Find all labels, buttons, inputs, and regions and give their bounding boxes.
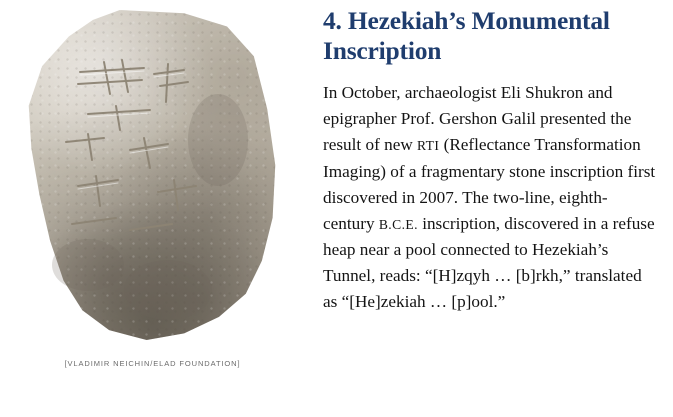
body-part-3: inscription, discovered in a refuse heap near a pool connected to Hezekiah’s Tunnel, reads: “[H]zqyh … [b]rkh,” translated as “[He]zekiah … [p]ool.” bbox=[323, 213, 655, 312]
stone-inscription-photo bbox=[10, 4, 295, 349]
stone-slab-illustration bbox=[18, 10, 286, 340]
page-title: 4. Hezekiah’s Monumental Inscription bbox=[323, 6, 610, 66]
image-column bbox=[0, 0, 305, 417]
text-column bbox=[305, 0, 673, 417]
article-body bbox=[323, 80, 659, 315]
photo-credit: [VLADIMIR NEICHIN/ELAD FOUNDATION] bbox=[64, 359, 241, 368]
inscription-marks-icon bbox=[18, 10, 286, 340]
body-part-2: (Reflectance Transformation Imaging) of a fragmentary stone inscription first discovered in 2007. The two-line, eighth-century bbox=[323, 135, 656, 233]
abbr-rti: RTI bbox=[417, 138, 440, 154]
abbr-bce: B.C.E. bbox=[378, 216, 418, 232]
body-part-1: In October, archaeologist Eli Shukron and epigrapher Prof. Gershon Galil presented the result of new bbox=[323, 83, 632, 155]
